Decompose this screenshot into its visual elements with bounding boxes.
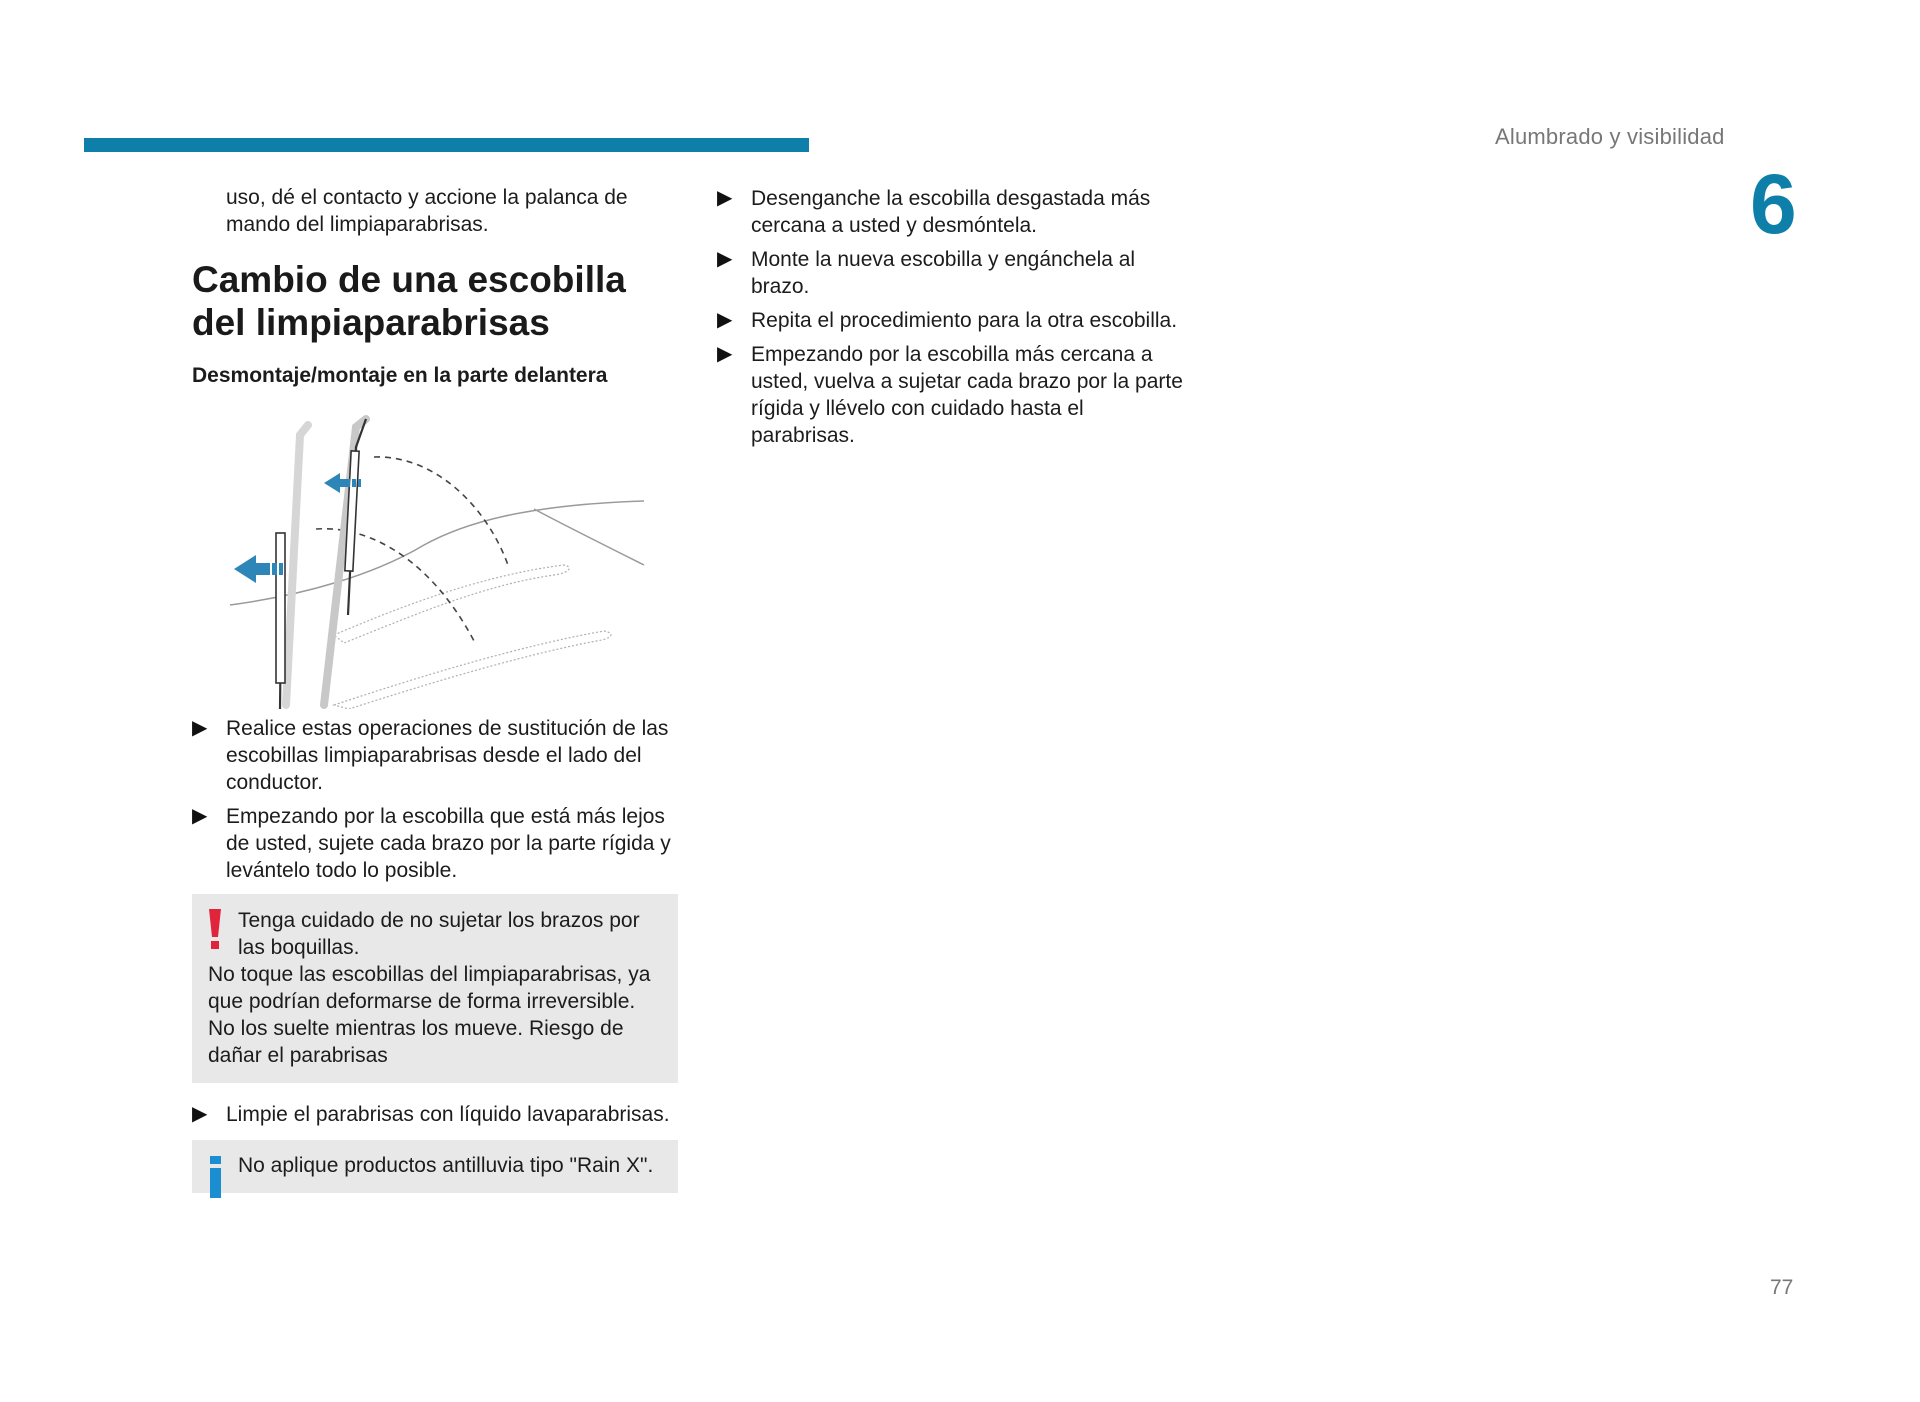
- section-title: Alumbrado y visibilidad: [1495, 124, 1725, 149]
- washer-outline-1: [334, 565, 569, 643]
- wiper-blade-near-ghost: [286, 425, 308, 705]
- washer-outline-2: [334, 631, 611, 709]
- bullet-arrow-icon: ▶: [192, 805, 208, 827]
- bullet-arrow-icon: ▶: [717, 309, 733, 331]
- wiper-arm-near-body: [276, 533, 285, 683]
- info-icon: [208, 1152, 238, 1179]
- intro-paragraph: uso, dé el contacto y accione la palanca de mando del limpiaparabrisas.: [226, 186, 628, 236]
- warning-line-3: No los suelte mientras los mueve. Riesgo de dañar el parabrisas: [208, 1017, 624, 1067]
- warning-line-1: Tenga cuidado de no sujetar los brazos por las boquillas.: [238, 909, 640, 959]
- list-item: ▶ Repita el procedimiento para la otra escobilla.: [717, 309, 1178, 332]
- bullet-arrow-icon: ▶: [717, 343, 733, 365]
- list-item: ▶ Empezando por la escobilla que está más lejos de usted, sujete cada brazo por la parte rígida y levántelo todo lo posible.: [192, 805, 671, 882]
- left-column: [192, 184, 678, 1193]
- page-heading: Cambio de una escobilla del limpiaparabrisas: [192, 259, 626, 343]
- exclamation-icon: [208, 907, 238, 961]
- list-item: ▶ Limpie el parabrisas con líquido lavaparabrisas.: [192, 1103, 670, 1126]
- info-text: No aplique productos antilluvia tipo "Rain X".: [238, 1154, 654, 1177]
- subheading: Desmontaje/montaje en la parte delantera: [192, 364, 608, 387]
- list-item: ▶ Desenganche la escobilla desgastada más cercana a usted y desmóntela.: [717, 187, 1151, 237]
- swing-arc-1: [374, 457, 508, 565]
- header-rule: [84, 138, 809, 152]
- list-item: ▶ Monte la nueva escobilla y engánchela al brazo.: [717, 248, 1136, 298]
- list-item: ▶ Realice estas operaciones de sustitución de las escobillas limpiaparabrisas desde el lado del conductor.: [192, 717, 669, 794]
- warning-box: [192, 894, 678, 1083]
- bullet-arrow-icon: ▶: [192, 1103, 208, 1125]
- page-number: 77: [1770, 1276, 1794, 1299]
- info-box: [192, 1140, 678, 1193]
- bonnet-line: [534, 509, 644, 565]
- right-column: [717, 185, 1187, 456]
- list-item: ▶ Empezando por la escobilla más cercana a usted, vuelva a sujetar cada brazo por la parte rígida y llévelo con cuidado hasta el parabrisas.: [717, 343, 1183, 447]
- warning-line-2: No toque las escobillas del limpiaparabrisas, ya que podrían deformarse de forma irreversible.: [208, 963, 651, 1013]
- bullet-arrow-icon: ▶: [717, 187, 733, 209]
- bullet-arrow-icon: ▶: [192, 717, 208, 739]
- bullet-arrow-icon: ▶: [717, 248, 733, 270]
- wiper-illustration: [224, 405, 664, 709]
- chapter-number: 6: [1750, 157, 1797, 251]
